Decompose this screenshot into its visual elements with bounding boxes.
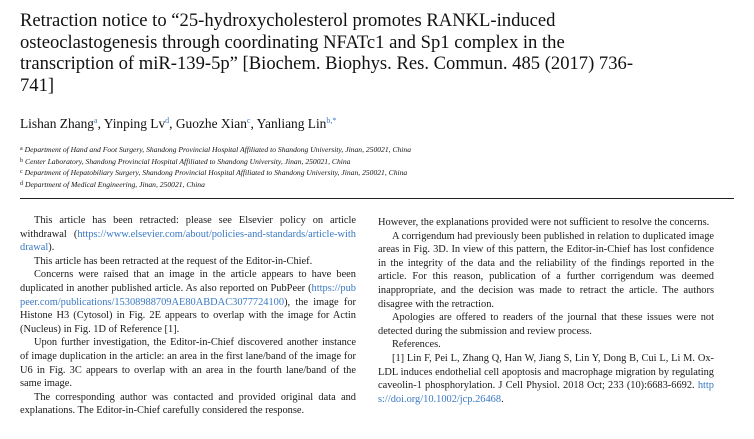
reference-item [378,352,714,406]
doi-link[interactable]: https://doi.org/10.1002/jcp.26468 [378,380,714,405]
affiliation-item [20,179,411,191]
author-name[interactable]: Guozhe Xian [175,116,247,131]
author-affil-mark[interactable]: b,* [326,116,337,125]
affiliation-mark: d [20,180,23,187]
body-paragraph [20,214,356,255]
affiliation-mark: b [20,157,23,164]
body-paragraph [20,268,356,336]
pubpeer-link[interactable]: https://pubpeer.com/publications/15308988709AE80ABDAC3077724100 [20,282,356,308]
body-paragraph: However, the explanations provided were not sufficient to resolve the concerns. [378,217,710,228]
author-name[interactable]: Lishan Zhang [20,116,95,131]
body-paragraph: Upon further investigation, the Editor-in-Chief discovered another instance of image duplication in the article: an area in the first lane/band of the image for U6 in Fig. 3C appears to overlap with an area in the fourth lane/band of the same image. [20,337,356,390]
affiliation-text: Department of Hepatobiliary Surgery, Shandong Provincial Hospital Affiliated to Shandong University, Jinan, 250021, China [24,168,408,178]
reference-text: [1] Lin F, Pei L, Zhang Q, Han W, Jiang S, Lin Y, Dong B, Cui L, Li M. Ox-LDL induces endothelial cell apoptosis and macrophage migration by regulating caveolin-1 phosphorylation. J Cell Physiol. 2018 Oct; 233 (10):6683-6692. [378,352,714,392]
body-column-right [378,216,714,406]
affiliation-text: Department of Medical Engineering, Jinan, 250021, China [25,179,205,189]
policy-link[interactable]: https://www.elsevier.com/about/policies-and-standards/article-withdrawal [20,228,356,254]
affiliation-text: Center Laboratory, Shandong Provincial Hospital Affiliated to Shandong University, Jinan, 250021, China [25,156,351,166]
affiliation-text: Department of Hand and Foot Surgery, Shandong Provincial Hospital Affiliated to Shandong University, Jinan, 250021, China [24,145,412,154]
affiliation-item [20,156,411,168]
affiliation-item [20,167,411,179]
body-column-left [20,214,356,418]
references-heading: References. [392,339,441,351]
author-list: Lishan Zhang$^a$, Yinping Lv$^d$, Guozhe Xian$^c$, Yanliang Lin$^{b,*}$ [20,116,337,131]
author-affil-mark[interactable]: c [246,116,251,125]
affiliation-mark: c [20,169,23,176]
affiliation-list [20,144,411,190]
paragraph-text: Concerns were raised that an image in the article appears to have been duplicated in another published article. As also reported on PubPeer ( [20,269,356,294]
author-affil-mark[interactable]: d [165,116,170,125]
body-paragraph: A corrigendum had previously been published in relation to duplicated image areas in Fig. 3D. In view of this pattern, the Editor-in-Chief has lost confidence in the integrity of the data and the reliability of the findings reported in the article. For this reason, publication of a further corrigendum was deemed inappropriate, and the decision was made to retract the article. The authors disagree with the retraction. [378,230,714,310]
affiliation-item [20,144,411,156]
body-paragraph: The corresponding author was contacted and provided original data and explanations. The Editor-in-Chief carefully considered the response. [20,391,356,417]
affiliation-mark: a [20,146,23,152]
reference-text: . [501,393,504,405]
author-affil-mark[interactable]: a [94,116,98,125]
article-title: Retraction notice to “25-hydroxycholesterol promotes RANKL-induced osteoclastogenesis through coordinating NFATc1 and Sp1 complex in the transcription of miR-139-5p” [Biochem. Biophys. Res. Commun. 485 (2017) 736-741] [20,10,634,96]
author-name[interactable]: Yinping Lv [103,116,166,131]
paragraph-text: ), the image for Histone H3 (Cytosol) in Fig. 2E appears to overlap with the image for Actin (Nucleus) in Fig. 1D of Reference [1]. [20,296,356,335]
body-paragraph: This article has been retracted at the request of the Editor-in-Chief. [34,255,313,267]
paragraph-text: This article has been retracted: please see Elsevier policy on article withdrawal ( [20,215,356,240]
body-paragraph: Apologies are offered to readers of the journal that these issues were not detected during the submission and review process. [378,312,714,337]
header-divider [20,198,734,199]
paragraph-text: ). [48,242,55,254]
author-name[interactable]: Yanliang Lin [256,116,327,131]
